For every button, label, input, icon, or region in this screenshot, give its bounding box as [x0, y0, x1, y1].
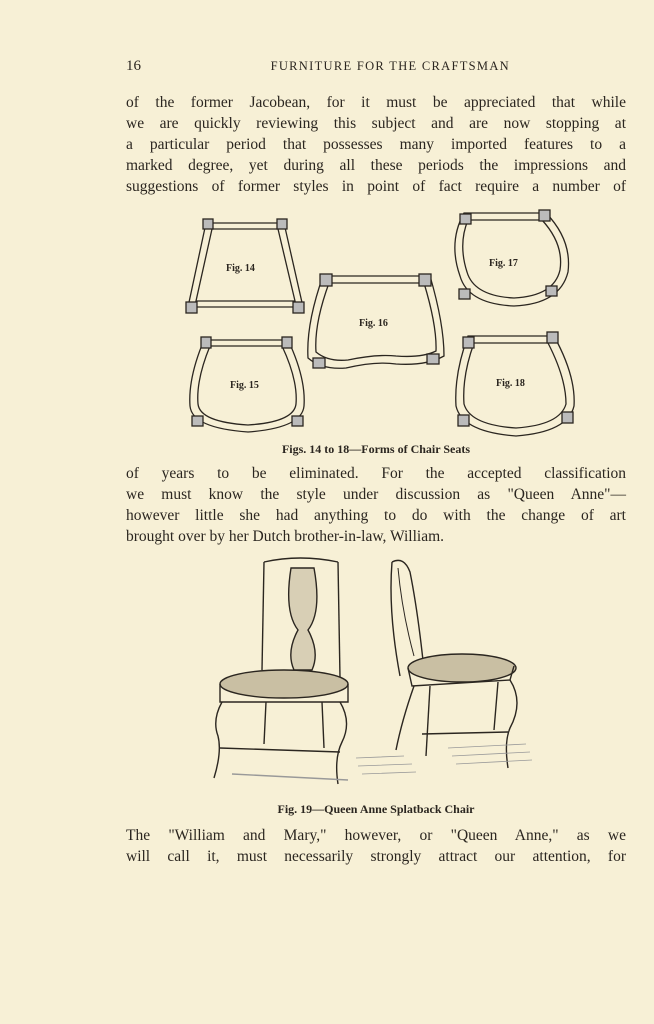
- figure-caption-seats: Figs. 14 to 18—Forms of Chair Seats: [281, 442, 471, 456]
- text-line: we are quickly reviewing this subject and are now stopping at: [126, 115, 626, 132]
- text-line: of the former Jacobean, for it must be appreciated that while: [126, 94, 626, 111]
- fig-17-label: Fig. 17: [489, 258, 518, 269]
- fig-15-label: Fig. 15: [230, 380, 259, 391]
- text-line: The "William and Mary," however, or "Queen Anne," as we: [126, 827, 626, 844]
- page-number: 16: [126, 58, 141, 74]
- seat-form-fig-15: [190, 337, 304, 432]
- seat-form-fig-17: [455, 210, 569, 306]
- body-paragraph-2: [126, 463, 626, 547]
- fig-18-label: Fig. 18: [496, 378, 525, 389]
- chair-seat-forms-figure: [126, 206, 626, 438]
- seat-form-fig-16: [308, 274, 444, 368]
- body-paragraph-3: [126, 825, 626, 867]
- body-paragraph-1: [126, 92, 626, 197]
- seat-form-fig-18: [456, 332, 574, 436]
- text-line: suggestions of former styles in point of fact require a number of: [126, 178, 626, 195]
- fig-16-label: Fig. 16: [359, 318, 388, 329]
- text-line: marked degree, yet during all these periods the impressions and: [126, 157, 626, 174]
- page-header: [126, 58, 510, 78]
- chair-side-view: [391, 560, 532, 768]
- text-line: a particular period that possesses many imported features to a: [126, 136, 626, 153]
- text-line: of years to be eliminated. For the accepted classification: [126, 465, 626, 482]
- running-title: FURNITURE FOR THE CRAFTSMAN: [270, 59, 510, 73]
- chair-front-view: [214, 558, 416, 784]
- figure-caption-chair: Fig. 19—Queen Anne Splatback Chair: [277, 802, 475, 816]
- text-line: brought over by her Dutch brother-in-law, William.: [126, 528, 445, 545]
- text-line: we must know the style under discussion as "Queen Anne"—: [126, 486, 626, 503]
- fig-14-label: Fig. 14: [226, 263, 255, 274]
- seat-form-fig-14: [186, 219, 304, 313]
- queen-anne-chair-illustration: [126, 552, 626, 792]
- text-line: will call it, must necessarily strongly attract our attention, for: [126, 848, 626, 865]
- text-line: however little she had anything to do with the change of art: [126, 507, 626, 524]
